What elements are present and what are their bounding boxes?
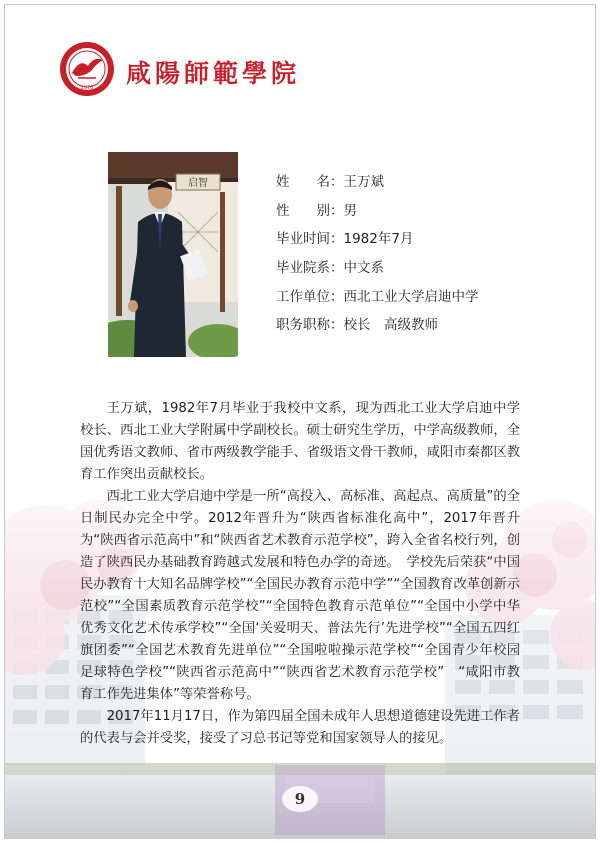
info-value: 西北工业大学启迪中学 — [343, 288, 479, 305]
body-paragraph: 2017年11月17日，作为第四届全国未成年人思想道德建设先进工作者的代表与会并受奖，接受了习总书记等党和国家领导人的接见。 — [80, 709, 520, 746]
logo-year: 1978 — [80, 85, 94, 91]
body-paragraph: 西北工业大学启迪中学是一所“高投入、高标准、高起点、高质量”的全日制民办完全中学。2012年晋升为“陕西省标准化高中”，2017年晋升为“陕西省示范高中”和“陕西省艺术教育示范学校”，跨入全省名校行列，创造了陕西民办基础教育跨越式发展和特色办学的奇迹。 学校先后荣获“中国民办教育十大知名品牌学校”“全国民办教育示范中学”“全国教育改革创新示范校”“全国素质教育示范学校”“全国特色教育示范单位”“全国中小学中华优秀文化艺术传承学校”“全国‘关爱明天、普法先行’先进学校”“全国五四红旗团委”“全国艺术教育先进单位”“全国啦啦操示范学校”“全国青少年校园足球特色学校”“陕西省示范高中”“陕西省艺术教育示范学校” “咸阳市教育工作先进集体”等荣誉称号。 — [80, 489, 520, 702]
info-value: 校长 高级教师 — [343, 317, 438, 334]
info-label: 毕业时间： — [276, 231, 344, 248]
school-name: 咸陽師範學院 — [126, 59, 301, 88]
info-value: 男 — [343, 202, 357, 219]
info-row-position — [276, 311, 556, 340]
info-row-graduation-date — [276, 225, 556, 254]
portrait-photo — [108, 152, 238, 357]
info-row-name — [276, 168, 556, 197]
info-label: 职务职称： — [276, 317, 344, 334]
page-number: 9 — [282, 786, 318, 812]
info-row-workplace — [276, 283, 556, 312]
page-header — [58, 40, 358, 100]
info-value: 王万斌 — [343, 174, 384, 190]
info-row-gender — [276, 197, 556, 226]
info-label: 工作单位： — [276, 288, 344, 305]
biography-text — [80, 398, 520, 750]
body-paragraph: 王万斌，1982年7月毕业于我校中文系，现为西北工业大学启迪中学校长、西北工业大学附属中学副校长。硕士研究生学历，中学高级教师，全国优秀语文教师、省市两级教学能手、省级语文骨干教师，咸阳市秦都区教育工作突出贡献校长。 — [80, 401, 520, 482]
profile-info — [276, 168, 556, 340]
info-value: 1982年7月 — [343, 231, 414, 248]
info-label: 性 别： — [276, 202, 344, 219]
school-logo — [58, 40, 116, 98]
info-label: 姓 名： — [276, 174, 344, 190]
photo-sign-text: 启智 — [188, 178, 208, 189]
info-label: 毕业院系： — [276, 260, 344, 277]
info-value: 中文系 — [343, 260, 384, 277]
info-row-department — [276, 254, 556, 283]
